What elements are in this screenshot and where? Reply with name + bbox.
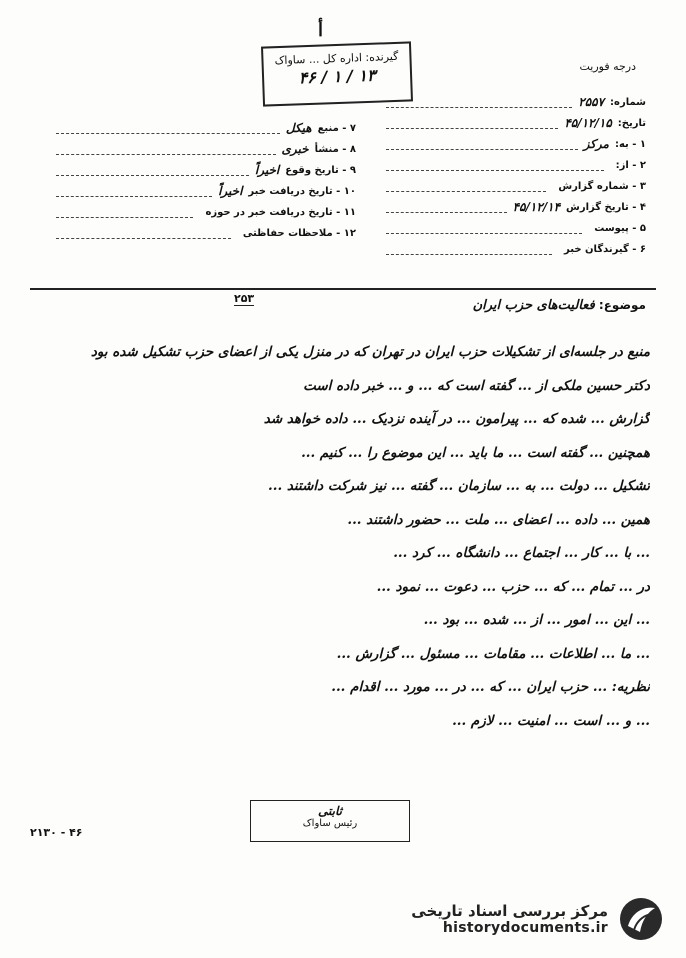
form-field-label: ۲ - از: — [615, 160, 646, 171]
form-field-dotted-line — [386, 97, 572, 108]
archive-watermark — [411, 896, 664, 942]
body-line: دکتر حسین ملکی از ... گفته است که ... و ... خبر داده است — [303, 377, 650, 394]
form-field-row — [386, 155, 646, 176]
body-line: گزارش ... شده که ... پیرامون ... در آینده نزدیک ... داده خواهد شد — [263, 411, 650, 427]
form-field-label: ۴ - تاریخ گزارش — [566, 202, 646, 213]
form-field-row — [386, 176, 646, 197]
body-line: نظریه: ... حزب ایران ... که ... در ... مورد ... اقدام ... — [331, 679, 650, 695]
stamp-handwriting: ۱۳ / ۱ / ۴۶ — [298, 65, 376, 88]
signature-stamp — [250, 800, 410, 842]
body-line: ... این ... امور ... از ... شده ... بود ... — [423, 612, 650, 628]
source-field-label: ۱۲ - ملاحظات حفاظتی — [242, 228, 356, 239]
form-field-dotted-line — [386, 181, 546, 192]
form-field-label: ۵ - پیوست — [594, 223, 646, 234]
form-field-value: ۴۵/۱۲/۱۵ — [564, 116, 612, 130]
subject-value: فعالیت‌های حزب ایران — [472, 298, 595, 313]
form-field-label: شماره: — [610, 97, 646, 108]
form-right-column — [386, 92, 646, 260]
page-number: ۲۵۳ — [234, 292, 255, 305]
form-field-label: ۳ - شماره گزارش — [558, 181, 646, 192]
body-line: ... ما ... اطلاعات ... مقامات ... مسئول ... گزارش ... — [336, 645, 650, 662]
source-field-dotted-line — [56, 186, 212, 197]
body-line: تشکیل ... دولت ... به ... سازمان ... گفته ... نیز شرکت داشتند ... — [268, 478, 650, 494]
form-field-dotted-line — [386, 139, 578, 150]
source-field-label: ۹ - تاریخ وقوع — [285, 165, 356, 176]
form-field-row — [386, 218, 646, 239]
source-field-dotted-line — [56, 144, 276, 155]
form-field-dotted-line — [386, 202, 507, 213]
report-body — [34, 336, 650, 738]
form-field-dotted-line — [386, 244, 552, 255]
body-line: ... و ... است ... امنیت ... لازم ... — [452, 712, 650, 729]
form-field-row — [386, 197, 646, 218]
source-field-value: اخیراً — [218, 184, 243, 198]
source-field-dotted-line — [56, 228, 231, 239]
signature-title: رئیس ساواک — [302, 818, 358, 829]
body-line: ... با ... کار ... اجتماع ... دانشگاه ... کرد ... — [393, 545, 650, 561]
source-field-label: ۸ - منشأ — [314, 144, 356, 155]
source-field-dotted-line — [56, 123, 280, 134]
subject-line — [26, 298, 646, 313]
form-field-dotted-line — [386, 118, 558, 129]
watermark-url: historydocuments.ir — [442, 920, 608, 936]
document-code: ۴۶ - ۲۱۳۰ — [30, 826, 83, 839]
header-divider — [30, 288, 656, 290]
source-field-value: اخیراً — [254, 163, 280, 177]
source-field-value: خبری — [281, 142, 309, 156]
source-field-label: ۱۰ - تاریخ دریافت خبر — [248, 186, 356, 197]
source-field-row — [56, 118, 356, 139]
source-field-dotted-line — [56, 165, 249, 176]
source-field-row — [56, 139, 356, 160]
source-field-value: هیکل — [285, 121, 312, 135]
form-field-value: ۴۵/۱۲/۱۴ — [512, 200, 561, 214]
body-line: منبع در جلسه‌ای از تشکیلات حزب ایران در تهران که در منزل یکی از اعضای حزب تشکیل شده بود — [90, 344, 650, 360]
body-line: همچنین ... گفته است ... ما باید ... این موضوع را ... کنیم ... — [301, 444, 650, 461]
stamp-title: گیرنده: اداره کل ... ساواک — [274, 49, 399, 68]
form-field-dotted-line — [386, 160, 604, 171]
watermark-title: مرکز بررسی اسناد تاریخی — [411, 902, 608, 920]
form-field-row — [386, 134, 646, 155]
form-field-dotted-line — [386, 223, 582, 234]
source-field-row — [56, 160, 356, 181]
form-field-row — [386, 92, 646, 113]
form-field-row — [386, 239, 646, 260]
source-field-label: ۷ - منبع — [317, 123, 356, 134]
form-field-value: ۲۵۵۷ — [578, 95, 605, 109]
body-line: در ... تمام ... که ... حزب ... دعوت ... نمود ... — [376, 578, 650, 595]
form-left-column — [56, 118, 356, 244]
source-field-dotted-line — [56, 207, 193, 218]
body-line: همین ... داده ... اعضای ... ملت ... حضور داشتند ... — [347, 511, 650, 528]
form-field-label: تاریخ: — [617, 118, 646, 129]
subject-label: موضوع: — [598, 298, 646, 312]
form-field-label: ۱ - به: — [614, 139, 646, 150]
top-mark: أ — [318, 20, 324, 41]
source-field-row — [56, 202, 356, 223]
source-field-row — [56, 181, 356, 202]
form-field-row — [386, 113, 646, 134]
urgency-classification: درجه فوریت — [579, 60, 636, 73]
source-field-label: ۱۱ - تاریخ دریافت خبر در حوزه — [205, 207, 356, 218]
form-field-value: مرکز — [583, 137, 609, 151]
signature-handwriting: ثابتی — [318, 804, 342, 818]
form-field-label: ۶ - گیرندگان خبر — [564, 244, 646, 255]
source-field-row — [56, 223, 356, 244]
archive-logo-icon — [618, 896, 664, 942]
